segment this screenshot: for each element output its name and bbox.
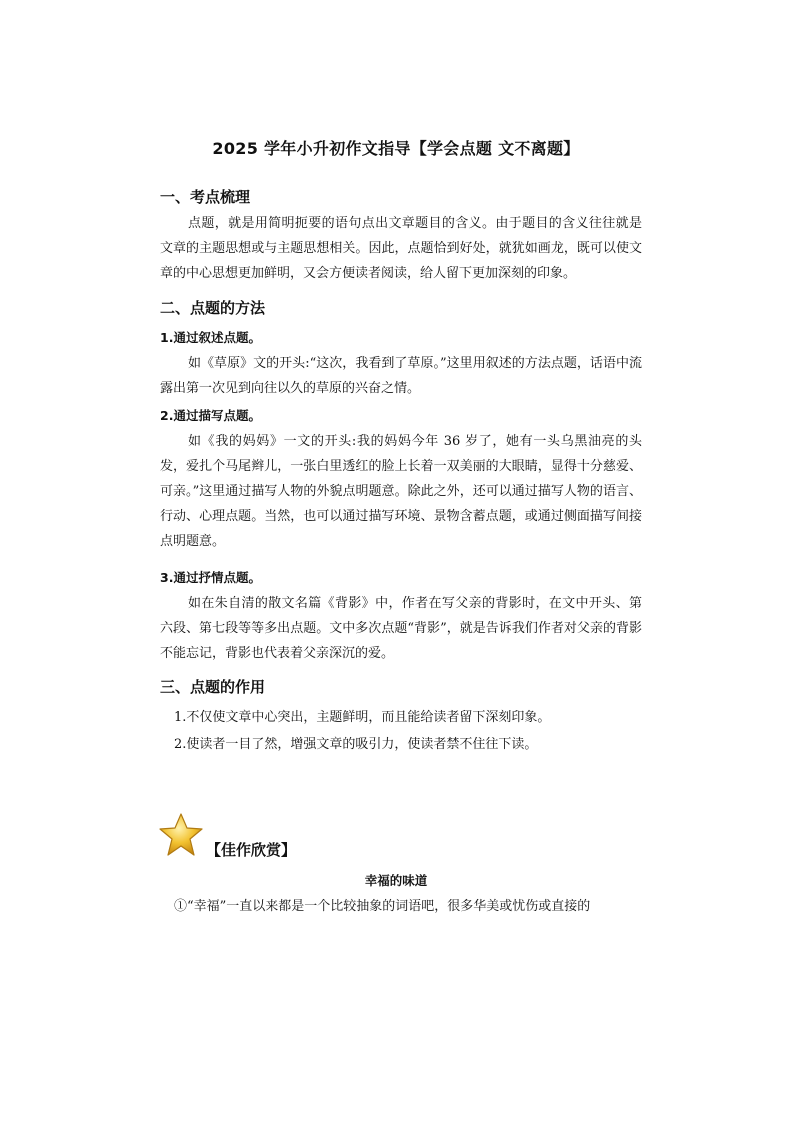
method-paragraph-lyric: 如在朱自清的散文名篇《背影》中，作者在写父亲的背影时，在文中开头、第六段、第七段等等多出点题。文中多次点题“背影”，就是告诉我们作者对父亲的背影不能忘记，背影也代表着父亲深沉的爱。 <box>160 596 642 661</box>
essay-first-line: ①“幸福”一直以来都是一个比较抽象的词语吧，很多华美或忧伤或直接的 <box>174 899 591 914</box>
appreciation-heading: 【佳作欣赏】 <box>206 841 297 859</box>
section-heading-key-points: 一、考点梳理 <box>160 188 251 206</box>
method-heading-description: 2.通过描写点题。 <box>160 408 261 423</box>
section-heading-methods: 二、点题的方法 <box>160 299 266 317</box>
function-item: 1.不仅使文章中心突出，主题鲜明，而且能给读者留下深刻印象。 <box>174 710 551 725</box>
function-item: 2.使读者一目了然，增强文章的吸引力，使读者禁不住往下读。 <box>174 737 538 752</box>
section-heading-functions: 三、点题的作用 <box>160 678 266 696</box>
method-heading-narration: 1.通过叙述点题。 <box>160 330 261 345</box>
document-title: 2025 学年小升初作文指导【学会点题 文不离题】 <box>212 139 580 158</box>
section-paragraph-key-points: 点题，就是用简明扼要的语句点出文章题目的含义。由于题目的含义往往就是文章的主题思想或与主题思想相关。因此，点题恰到好处，就犹如画龙，既可以使文章的中心思想更加鲜明，又会方便读者阅读，给人留下更加深刻的印象。 <box>160 216 642 281</box>
method-paragraph-description: 如《我的妈妈》一文的开头:我的妈妈今年 36 岁了，她有一头乌黑油亮的头发，爱扎个马尾辫儿，一张白里透红的脸上长着一双美丽的大眼睛，显得十分慈爱、可亲。”这里通过描写人物的外貌点明题意。除此之外，还可以通过描写人物的语言、行动、心理点题。当然，也可以通过描写环境、景物含蓄点题，或通过侧面描写间接点明题意。 <box>160 434 642 549</box>
method-heading-lyric: 3.通过抒情点题。 <box>160 570 261 585</box>
essay-title: 幸福的味道 <box>364 873 428 888</box>
star-icon <box>158 812 204 858</box>
method-paragraph-narration: 如《草原》文的开头:“这次，我看到了草原。”这里用叙述的方法点题，话语中流露出第一次见到向往以久的草原的兴奋之情。 <box>160 356 642 396</box>
